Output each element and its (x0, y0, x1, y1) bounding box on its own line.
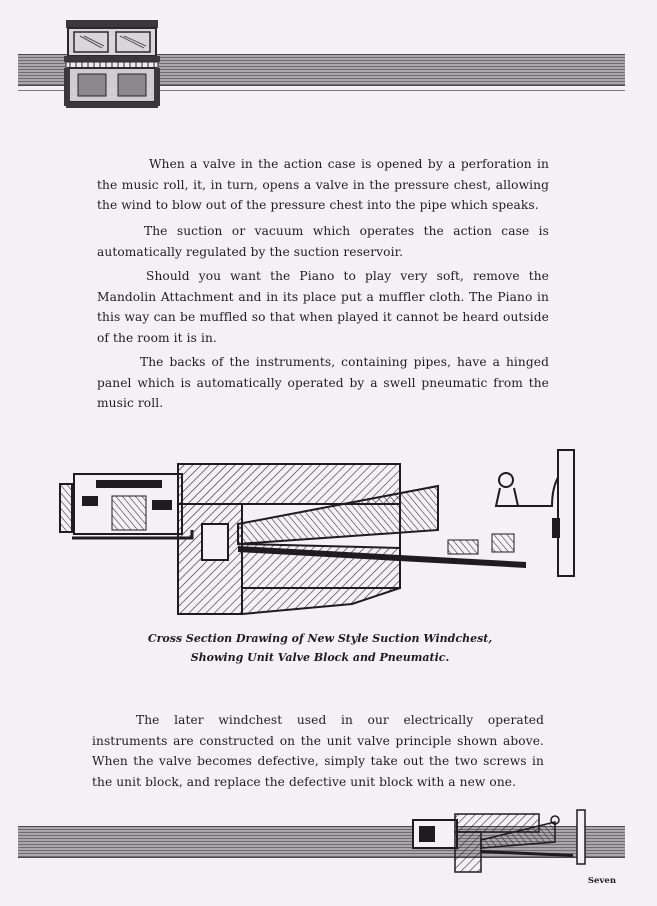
paragraph-unit-valve: The later windchest used in our electrically operated instruments are constructed on the unit valve principle shown above. When the valve becomes defective, simply take out the two screws in the unit block, and replace the defective unit block with a new one. (92, 713, 544, 789)
windchest-cross-section-diagram (52, 444, 592, 626)
paragraph-suction-reservoir: The suction or vacuum which operates the action case is automatically regulated by the suction reservoir. (97, 224, 549, 259)
paragraph-swell-pneumatic: The backs of the instruments, containing pipes, have a hinged panel which is automatically operated by a swell pneumatic from the music roll. (97, 355, 549, 410)
figure-caption-line-2: Showing Unit Valve Block and Pneumatic. (190, 651, 450, 664)
page-number: Seven (587, 876, 616, 886)
mini-windchest-icon (405, 808, 595, 874)
paragraph-muffler-cloth: Should you want the Piano to play very soft, remove the Mandolin Attachment and in its place put a muffler cloth. The Piano in this way can be muffled so that when played it cannot be heard outside of the room it is in. (97, 269, 549, 345)
upright-piano-icon (60, 16, 164, 112)
figure-caption-line-1: Cross Section Drawing of New Style Suction Windchest, (147, 632, 493, 645)
paragraph-valve-action: When a valve in the action case is opened by a perforation in the music roll, it, in turn, opens a valve in the pressure chest, allowing the wind to blow out of the pressure chest into the pipe which speaks. (97, 157, 549, 212)
